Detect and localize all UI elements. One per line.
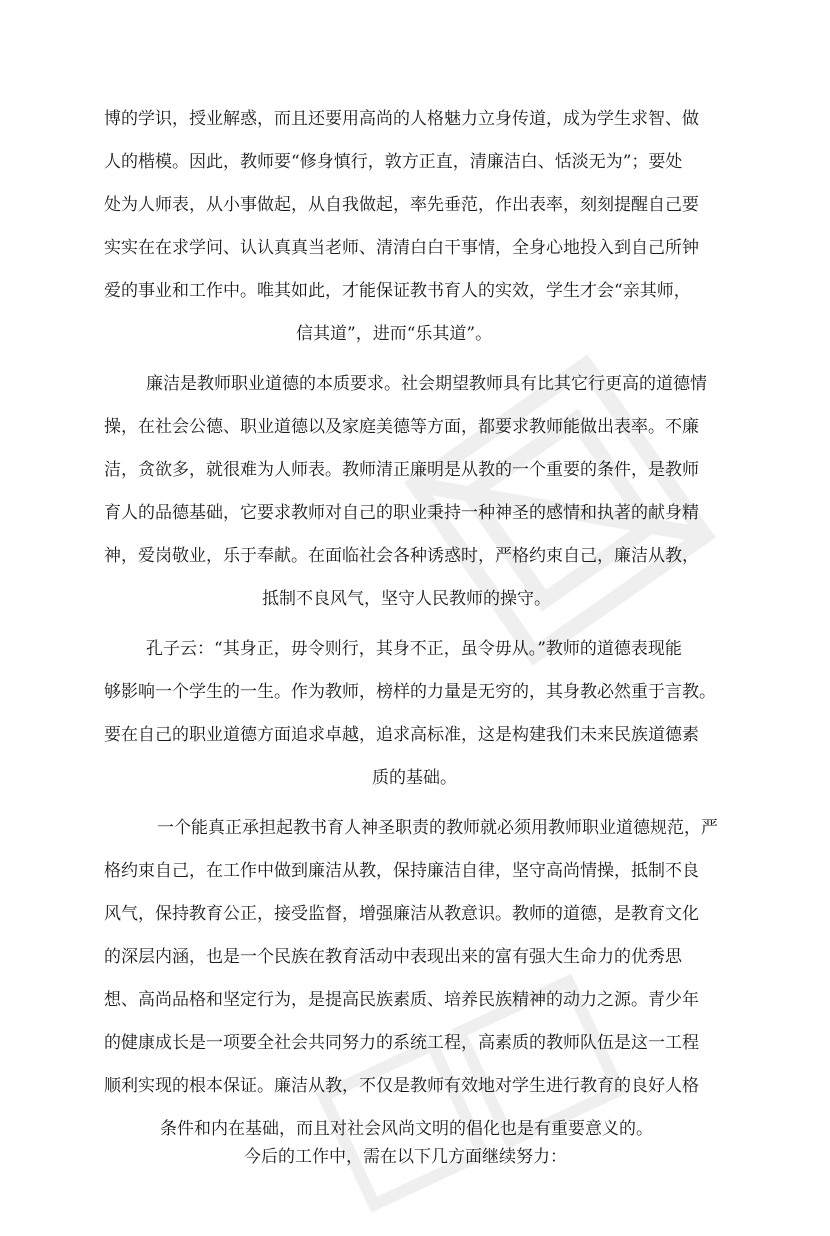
text-line: 神，爱岗敬业，乐于奉献。在面临社会各种诱惑时，严格约束自己，廉洁从教， — [104, 546, 699, 566]
text-line: 操，在社会公德、职业道德以及家庭美德等方面，都要求教师能做出表率。不廉 — [104, 417, 699, 437]
text-line: 人的楷模。因此，教师要“修身慎行，敦方正直，清廉洁白、恬淡无为”；要处 — [104, 152, 683, 172]
text-line: 博的学识，授业解惑，而且还要用高尚的人格魅力立身传道，成为学生求智、做 — [104, 109, 699, 129]
text-line: 的深层内涵，也是一个民族在教育活动中表现出来的富有强大生命力的优秀思 — [104, 947, 682, 967]
text-line: 爱的事业和工作中。唯其如此，才能保证教书育人的实效，学生才会“亲其师， — [104, 281, 691, 301]
text-line: 洁，贪欲多，就很难为人师表。教师清正廉明是从教的一个重要的条件，是教师 — [104, 460, 699, 480]
text-line: 要在自己的职业道德方面追求卓越，追求高标准，这是构建我们未来民族道德素 — [104, 725, 699, 745]
text-line: 处为人师表，从小事做起，从自我做起，率先垂范，作出表率，刻刻提醒自己要 — [104, 195, 699, 215]
text-line: 质的基础。 — [372, 768, 457, 788]
text-line: 够影响一个学生的一生。作为教师，榜样的力量是无穷的，其身教必然重于言教。 — [104, 682, 716, 702]
text-line: 格约束自己，在工作中做到廉洁从教，保持廉洁自律，坚守高尚情操，抵制不良 — [104, 861, 699, 881]
text-line: 今后的工作中，需在以下几方面继续努力： — [244, 1147, 567, 1167]
text-line: 一个能真正承担起教书育人神圣职责的教师就必须用教师职业道德规范，严 — [157, 818, 718, 838]
text-line: 廉洁是教师职业道德的本质要求。社会期望教师具有比其它行更高的道德情 — [146, 374, 707, 394]
text-line: 信其道”，进而“乐其道”。 — [296, 324, 493, 344]
text-line: 抵制不良风气，坚守人民教师的操守。 — [262, 589, 551, 609]
text-line: 风气，保持教育公正，接受监督，增强廉洁从教意识。教师的道德，是教育文化 — [104, 904, 699, 924]
text-line: 的健康成长是一项要全社会共同努力的系统工程，高素质的教师队伍是这一工程 — [104, 1033, 699, 1053]
text-line: 顺利实现的根本保证。廉洁从教，不仅是教师有效地对学生进行教育的良好人格 — [104, 1076, 699, 1096]
text-line: 孔子云：“其身正，毋令则行，其身不正，虽令毋从。”教师的道德表现能 — [146, 639, 682, 659]
text-line: 条件和内在基础，而且对社会风尚文明的倡化也是有重要意义的。 — [160, 1119, 653, 1139]
text-line: 育人的品德基础，它要求教师对自己的职业秉持一种神圣的感情和执著的献身精 — [104, 503, 699, 523]
text-line: 实实在在求学问、认认真真当老师、清清白白干事情，全身心地投入到自己所钟 — [104, 238, 699, 258]
text-line: 想、高尚品格和坚定行为，是提高民族素质、培养民族精神的动力之源。青少年 — [104, 990, 699, 1010]
